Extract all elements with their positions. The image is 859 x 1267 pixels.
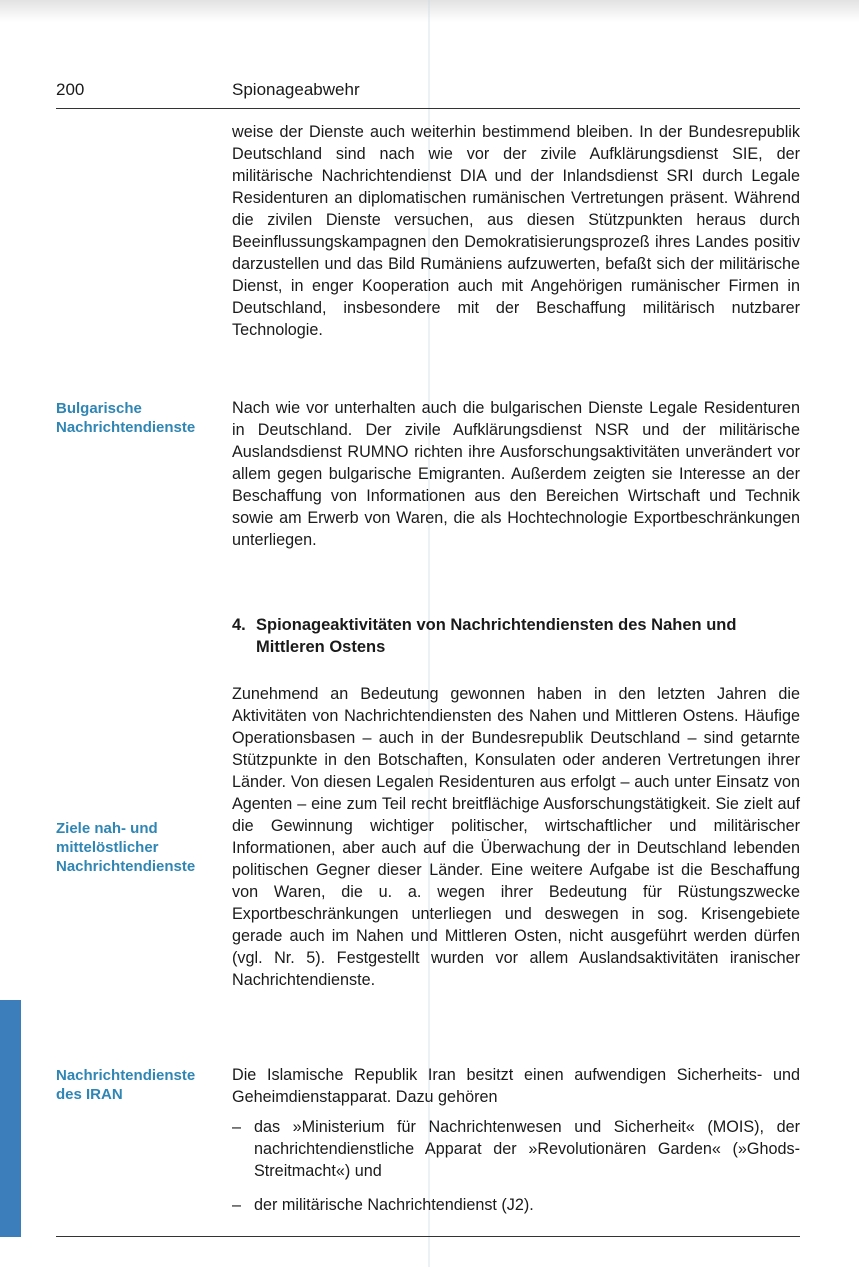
list-item: [232, 1116, 800, 1182]
sidenote-line: Nachrichtendienste: [56, 419, 196, 436]
list-item-text: der militärische Nachrichtendienst (J2).: [254, 1196, 534, 1214]
dash-bullet: –: [232, 1118, 242, 1136]
list-item: [232, 1194, 800, 1216]
paragraph-romanian-services: weise der Dienste auch weiterhin bestimmend bleiben. In der Bundesrepublik Deutschland sind nach wie vor der zivile Aufklärungsdienst SIE, der militärische Nachrichtendienst DIA und der Inlandsdienst SRI durch Legale Residenturen an diplomatischen rumänischen Vertretungen präsent. Während die zivilen Dienste versuchen, aus diesen Stützpunkten heraus durch Beeinflussungskampagnen den Demokratisierungsprozeß ihres Landes positiv darzustellen und das Bild Rumäniens aufzuwerten, befaßt sich der militärische Dienst, in enger Kooperation auch mit Angehörigen rumänischer Firmen in Deutschland, insbesondere mit der Beschaffung militärisch nutzbarer Technologie.: [232, 123, 800, 339]
sidenote-line: Bulgarische: [56, 400, 142, 417]
section-heading: [232, 614, 800, 658]
running-title: Spionageabwehr: [232, 80, 360, 99]
sidenote-bulgarian-services: [56, 399, 226, 437]
dash-bullet: –: [232, 1196, 242, 1214]
sidenote-line: Ziele nah- und: [56, 820, 158, 837]
header-rule: [56, 108, 800, 109]
sidenote-iran-services: [56, 1066, 226, 1104]
sidenote-mideast-targets: [56, 819, 226, 876]
sidenote-line: mittelöstlicher: [56, 839, 159, 856]
paragraph-mideast-services: Zunehmend an Bedeutung gewonnen haben in den letzten Jahren die Aktivitäten von Nachrichtendiensten des Nahen und Mittleren Ostens. Häufige Operationsbasen – auch in der Bundesrepublik Deutschland – sind getarnte Stützpunkte in den Botschaften, Konsulaten oder anderen Vertretungen ihrer Länder. Von diesen Legalen Residenturen aus erfolgt – auch unter Einsatz von Agenten – eine zum Teil recht breitflächige Ausforschungstätigkeit. Sie zielt auf die Gewinnung wichtiger politischer, wirtschaftlicher und militärischer Informationen, aber auch auf die Überwachung der in Deutschland lebenden politischen Gegner dieser Länder. Eine weitere Aufgabe ist die Beschaffung von Waren, die u. a. wegen ihrer Bedeutung für Rüstungszwecke Exportbeschränkungen unterliegen und deswegen in sog. Krisengebiete gerade auch im Nahen und Mittleren Osten, nicht ausgeführt werden dürfen (vgl. Nr. 5). Festgestellt wurden vor allem Auslandsaktivitäten iranischer Nachrichtendienste.: [232, 685, 800, 989]
footer-rule: [56, 1236, 800, 1237]
section-title: Spionageaktivitäten von Nachrichtendiensten des Nahen und Mittleren Ostens: [256, 616, 737, 656]
page-number: 200: [56, 80, 85, 99]
sidenote-line: Nachrichtendienste: [56, 1067, 196, 1084]
paragraph-bulgarian-services: Nach wie vor unterhalten auch die bulgarischen Dienste Legale Residenturen in Deutschland. Der zivile Aufklärungsdienst NSR und der militärische Auslandsdienst RUMNO richten ihre Ausforschungsaktivitäten unverändert vor allem gegen bulgarische Emigranten. Außerdem zeigten sie Interesse an der Beschaffung von Informationen aus den Bereichen Wirtschaft und Technik sowie am Erwerb von Waren, die als Hochtechnologie Exportbeschränkungen unterliegen.: [232, 399, 800, 549]
sidenote-line: des IRAN: [56, 1086, 123, 1103]
list-item-text: das »Ministerium für Nachrichtenwesen und Sicherheit« (MOIS), der nachrichtendienstliche Apparat der »Revolutionären Garden« (»Ghods-Streitmacht«) und: [254, 1118, 800, 1180]
sidenote-line: Nachrichtendienste: [56, 858, 196, 875]
paragraph-iran-intro: Die Islamische Republik Iran besitzt einen aufwendigen Sicherheits- und Geheimdienstapparat. Dazu gehören: [232, 1066, 800, 1106]
section-number: 4.: [232, 616, 246, 634]
chapter-marker-tab: [0, 1000, 21, 1237]
